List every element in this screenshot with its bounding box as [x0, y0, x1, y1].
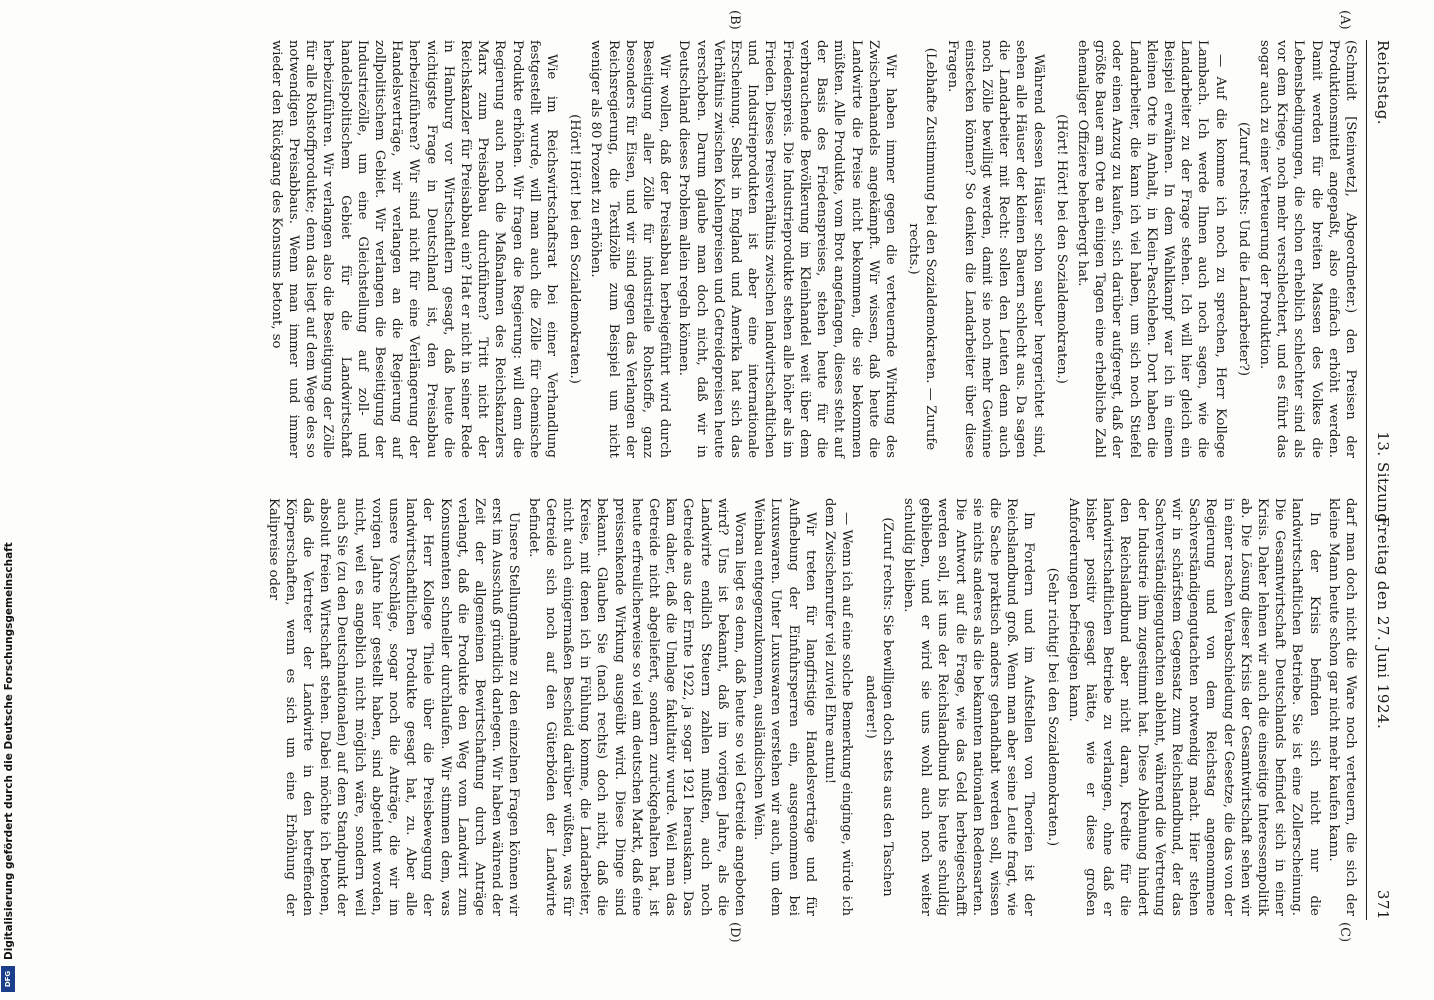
paragraph: Im Fordern und im Aufstellen von Theorien ist der Reichslandbund groß. Wenn man aber seine Leute fragt, wie die Sache praktisch anders gehandhabt werden soll, wissen sie nichts anderes als die bekannten nationalen Redensarten. Die Antwort auf die Frage, wie das Geld herbeigeschafft werden soll, ist uns der Reichslandbund bis heute schuldig geblieben, und er wird sie uns wohl auch noch weiter schuldig bleiben.: [900, 498, 1037, 916]
left-column: [266, 40, 1359, 458]
header-left: Reichstag.: [1374, 40, 1392, 126]
header-right: [1374, 516, 1391, 920]
interjection: (Lebhafte Zustimmung bei den Sozialdemokraten. — Zurufe rechts.): [906, 47, 939, 451]
paragraph: darf man doch nicht die Ware noch verteuern, die sich der kleine Mann heute schon gar nicht mehr kaufen kann.: [1325, 498, 1358, 916]
paragraph: Wir wollen, daß der Preisabbau herbeigeführt wird durch Beseitigung aller Zölle für industrielle Rohstoffe, ganz besonders für Eisen, und wir sind gegen das Verlangen der Reichsregierung, die Textilzölle zum Beispiel um nicht weniger als 80 Prozent zu erhöhen.: [588, 40, 673, 458]
paragraph: Wie im Reichswirtschaftsrat bei einer Verhandlung festgestellt wurde, will man auch die Zölle für chemische Produkte erhöhen. Wir fragen die Regierung: will denn die Regierung auch noch die Maßnahmen des Reichskanzlers Marx zum Preisabbau durchführen? Tritt nicht der Reichskanzler für Preisabbau ein? Hat er nicht in seiner Rede in Hamburg vor Wirtschaftlern gesagt, daß heute die wichtigste Frage in Deutschland ist, den Preisabbau herbeizuführen? Wir sind nicht für eine Verlängerung der Handelsverträge, wir verlangen an die Regierung auf zollpolitischem Gebiet. Wir verlangen die Beseitigung der Industriezölle, um eine Gleichstellung auf zoll- und handelspolitischem Gebiet für die Landwirtschaft herbeizuführen. Wir verlangen also die Beseitigung der Zölle für alle Rohstoffprodukte; denn das liegt auf dem Wege des so notwendigen Preisabbaus. Wenn man immer und immer wieder den Rückgang des Konsums betont, so: [268, 40, 560, 458]
paragraph: — Auf die komme ich noch zu sprechen, Herr Kollege Lambach. Ich werde Ihnen auch noch sagen, wie die Landarbeiter zu der Frage stehen. Ich will hier gleich ein Beispiel erwähnen. In dem Wahlkampf war ich in einem kleinen Orte in Anhalt, in Klein-Paschleben. Dort haben die Landarbeiter, die kann ich viel haben, um sich noch Stiefel oder einen Anzug zu kaufen, sich darüber aufgeregt, daß der größte Bauer am Orte an einigen Tagen eine erhebliche Zahl ehemaliger Offiziere beherbergt hat.: [1074, 40, 1228, 458]
rotated-page-content: [93, 10, 1393, 943]
margin-mark-d: (D): [727, 922, 742, 943]
paragraph: Während dessen Häuser schon sauber hergerichtet sind, sehen alle Häuser der kleinen Bauern schlecht aus. Da sagen die Landarbeiter mit Recht: sollen den Leuten denn auch noch Zölle bewilligt werden, damit sie noch mehr Gewinne einstecken können? So denken die Landarbeiter über diese Fragen.: [944, 40, 1046, 458]
paragraph: Wir treten für langfristige Handelsverträge und für Aufhebung der Einfuhrsperren ein, ausgenommen bei Luxuswaren. Unter Luxuswaren verstehen wir auch, um dem Weinbau entgegenzukommen, ausländischen Wein.: [751, 498, 818, 916]
dfg-logo-text: DFG: [4, 970, 12, 988]
dfg-logo-icon: [1, 966, 15, 992]
interjection: (Sehr richtig! bei den Sozialdemokraten.): [1044, 567, 1060, 847]
margin-mark-c: (C): [1337, 922, 1352, 943]
margin-mark-a: (A): [1337, 10, 1352, 30]
paragraph: Wir haben immer gegen die verteuernde Wirkung des Zwischenhandels angekämpft. Wir wissen, daß heute die Landwirte die Preise nicht bekommen, die sie bekommen müßten. Alle Produkte, vom Brot angefangen, dieses steht auf der Basis des Friedenspreises, stehen heute für die verbrauchende Bevölkerung im Kleinhandel weit über dem Friedenspreis. Die Industrieprodukte stehen alle höher als im Frieden. Dieses Preisverhältnis zwischen landwirtschaftlichen und Industrieprodukten ist aber eine internationale Erscheinung. Selbst in England und Amerika hat sich das Verhältnis zwischen Kohlenpreisen und Getreidepreisen heute verschoben. Darum glaube man doch nicht, daß wir in Deutschland dieses Problem allein regeln können.: [676, 40, 898, 458]
interjection: (Zuruf rechts: Und die Landarbeiter?): [1235, 121, 1251, 377]
paragraph: Unsere Stellungnahme zu den einzelnen Fragen können wir erst im Ausschuß gründlich darlegen. Wir haben während der Zeit der allgemeinen Bewirtschaftung durch Anträge verlangt, daß die Produkte den Weg vom Landwirt zum Konsumenten schneller durchlaufen. Wir stimmen dem, was der Herr Kollege Thiele über die Preisbewegung der landwirtschaftlichen Produkte gesagt hat, zu. Aber alle unsere Vorschläge, sogar noch die Anträge, die wir im vorigen Jahre hier gestellt haben, sind abgelehnt worden, nicht, weil es angeblich nicht möglich wäre, sondern weil auch Sie (zu den Deutschnationalen) auf dem Standpunkt der absolut freien Wirtschaft stehen. Dabei möchte ich betonen, daß die Vertreter der Landwirte in den betreffenden Körperschaften, wenn es sich um eine Erhöhung der Kalipreise oder: [265, 498, 522, 916]
page-number: 371: [1374, 889, 1392, 920]
digitization-note: Digitalisierung gefördert durch die Deutsche Forschungsgemeinschaft: [3, 542, 15, 960]
header-date: Freitag den 27. Juni 1924.: [1374, 516, 1392, 730]
interjection: (Hört! Hört! bei den Sozialdemokraten.): [567, 114, 583, 384]
interjection: (Zuruf rechts: Sie bewilligen doch stets aus den Taschen anderer!): [862, 517, 895, 897]
paragraph: In der Krisis befinden sich nicht nur die landwirtschaftlichen Betriebe. Sie ist eine Zollerscheinung. Die Gesamtwirtschaft Deutschlands befindet sich in einer Krisis. Daher lehnen wir auch die einseitige Interessenpolitik ab. Die Lösung dieser Krisis der Gesamtwirtschaft sehen wir in einer raschen Verabschiedung der Gesetze, die das von der Regierung und von dem Reichstag angenommene Sachverständigengutachten notwendig macht. Hier stehen wir in schärfstem Gegensatz zum Reichslandbund, der das Sachverständigengutachten ablehnt, während die Vertretung der Industrie ihm zugestimmt hat. Diese Ablehnung hindert den Reichslandbund aber nicht daran, Kredite für die landwirtschaftlichen Betriebe zu verlangen, ohne daß er bisher positiv gesagt hätte, wie er diese großen Anforderungen befriedigen kann.: [1065, 498, 1322, 916]
interjection: (Hört! Hört! bei den Sozialdemokraten.): [1053, 114, 1069, 384]
digitization-note-strip: [2, 542, 18, 998]
right-column: [262, 498, 1359, 916]
paragraph: (Schmidt [Steinwetz], Abgeordneter.) den Preisen der Produktionsmittel angepaßt, also einfach erhöht werden. Damit werden für die breiten Massen des Volkes die Lebensbedingungen, die schon erheblich schlechter sind als vor dem Kriege, noch mehr verschlechtert, und es führt das sogar auch zu einer Verteuerung der Produktion.: [1256, 40, 1358, 458]
paragraph: — Wenn ich auf eine solche Bemerkung einginge, würde ich dem Zwischenrufer viel zuviel Ehre antun!: [822, 498, 855, 916]
page-header: [1366, 40, 1393, 920]
paragraph: Woran liegt es denn, daß heute so viel Getreide angeboten wird? Uns ist bekannt, daß im vorigen Jahre, als die Landwirte endlich Steuern zahlen mußten, auch noch Getreide aus der Ernte 1922, ja sogar 1921 herauskam. Das kam daher, daß die Umlage fakultativ wurde. Weil man das Getreide nicht abgeliefert, sondern zurückgehalten hat, ist heute erfreulicherweise so viel am deutschen Markt, daß eine preissenkende Wirkung ausgeübt wird. Diese Dinge sind bekannt. Glauben Sie (nach rechts) doch nicht, daß die Kreise, mit denen ich in Fühlung komme, die Landarbeiter, nicht auch einigermaßen Bescheid darüber wüßten, was für Getreide sich noch auf den Güterböden der Landwirte befindet.: [525, 498, 748, 916]
margin-mark-b: (B): [727, 10, 742, 30]
header-session: 13. Sitzung.: [1374, 431, 1392, 529]
